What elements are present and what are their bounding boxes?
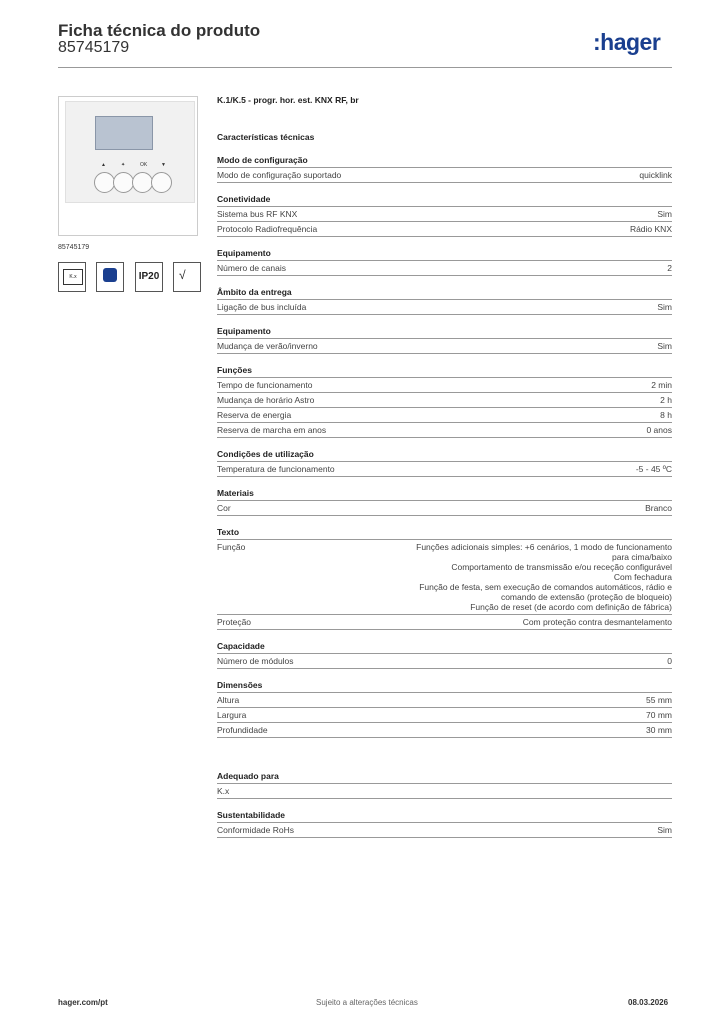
spec-value: 30 mm: [646, 725, 672, 735]
spec-value: -5 - 45 ºC: [635, 464, 672, 474]
lcd-display: [95, 116, 153, 150]
spec-row: [217, 168, 672, 183]
spec-label: Função: [217, 542, 246, 552]
spec-label: Altura: [217, 695, 240, 705]
spec-row: [217, 708, 672, 723]
spec-label: Número de módulos: [217, 656, 294, 666]
device-button: [94, 172, 115, 193]
spec-section: [217, 365, 672, 438]
section-title: Conetividade: [217, 194, 672, 207]
spec-section: [217, 810, 672, 838]
spec-value-line: Comportamento de transmissão e/ou receção configurável: [451, 562, 672, 572]
spec-row: [217, 462, 672, 477]
spec-row: [217, 540, 672, 615]
spec-section: [217, 680, 672, 738]
spec-label: Modo de configuração suportado: [217, 170, 342, 180]
footer-note: Sujeito a alterações técnicas: [316, 998, 418, 1007]
spec-value: 70 mm: [646, 710, 672, 720]
spec-value: 0 anos: [646, 425, 672, 435]
spec-label: Mudança de verão/inverno: [217, 341, 318, 351]
spec-row: [217, 423, 672, 438]
spec-value: Sim: [657, 825, 672, 835]
spec-section: [217, 527, 672, 630]
footer-website[interactable]: hager.com/pt: [58, 998, 108, 1007]
section-title: Sustentabilidade: [217, 810, 672, 823]
spec-label: Conformidade RoHs: [217, 825, 295, 835]
device-button: [113, 172, 134, 193]
spec-row: [217, 723, 672, 738]
spec-label: Temperatura de funcionamento: [217, 464, 335, 474]
header-divider: [58, 67, 672, 68]
image-code: 85745179: [58, 244, 90, 251]
spec-value-line: comando de extensão (proteção de bloqueio): [500, 592, 672, 602]
spec-row: [217, 501, 672, 516]
quality-icon: [96, 262, 124, 292]
spec-label: Reserva de marcha em anos: [217, 425, 327, 435]
spec-value-line: para cima/baixo: [611, 552, 672, 562]
section-title: Equipamento: [217, 326, 672, 339]
spec-value: 0: [667, 656, 672, 666]
device-button: [132, 172, 153, 193]
section-title: Dimensões: [217, 680, 672, 693]
spec-value-line: Funções adicionais simples: +6 cenários, 1 modo de funcionamento: [416, 542, 672, 552]
spec-value: 2 min: [651, 380, 672, 390]
spec-label: Largura: [217, 710, 247, 720]
hager-logo: :hager: [593, 29, 661, 55]
spec-section: [217, 641, 672, 669]
spec-value-line: Função de festa, sem execução de comandos automáticos, rádio e: [419, 582, 672, 592]
kx-icon: K.x: [58, 262, 86, 292]
spec-label: Cor: [217, 503, 231, 513]
spec-row: [217, 823, 672, 838]
device-button: [151, 172, 172, 193]
spec-section: [217, 449, 672, 477]
spec-section: [217, 287, 672, 315]
spec-value: Sim: [657, 209, 672, 219]
spec-value: quicklink: [639, 170, 672, 180]
spec-value: 8 h: [660, 410, 672, 420]
section-title: Condições de utilização: [217, 449, 672, 462]
section-title: Adequado para: [217, 771, 672, 784]
spec-row: [217, 222, 672, 237]
section-title: Texto: [217, 527, 672, 540]
spec-value: Sim: [657, 302, 672, 312]
spec-label: Número de canais: [217, 263, 286, 273]
characteristics-title: Características técnicas: [217, 132, 315, 142]
spec-label: Protocolo Radiofrequência: [217, 224, 318, 234]
spec-row: [217, 393, 672, 408]
spec-value: 55 mm: [646, 695, 672, 705]
footer-date: 08.03.2026: [628, 998, 669, 1007]
section-title: Modo de configuração: [217, 155, 672, 168]
page-title: Ficha técnica do produto: [58, 21, 261, 40]
spec-section: [217, 488, 672, 516]
spec-section: [217, 155, 672, 183]
spec-label: Ligação de bus incluída: [217, 302, 307, 312]
spec-row: [217, 207, 672, 222]
spec-label: Proteção: [217, 617, 252, 627]
spec-section: [217, 771, 672, 799]
spec-row: [217, 654, 672, 669]
spec-section: [217, 326, 672, 354]
spec-row: [217, 784, 672, 799]
spec-row: [217, 300, 672, 315]
spec-value: Com proteção contra desmantelamento: [522, 617, 672, 627]
section-title: Funções: [217, 365, 672, 378]
device-plate: ▲ ✦ OK ▼: [65, 101, 195, 203]
section-title: Âmbito da entrega: [217, 287, 672, 300]
install-icon: √: [173, 262, 201, 292]
spec-label: K.x: [217, 786, 230, 796]
spec-row: [217, 615, 672, 630]
section-title: Materiais: [217, 488, 672, 501]
spec-row: [217, 378, 672, 393]
spec-label: Profundidade: [217, 725, 268, 735]
spec-section: [217, 194, 672, 237]
spec-row: [217, 408, 672, 423]
spec-value: [372, 542, 672, 612]
spec-row: [217, 261, 672, 276]
spec-value: 2 h: [660, 395, 672, 405]
spec-value-line: Com fechadura: [613, 572, 672, 582]
spec-value: Rádio KNX: [629, 224, 672, 234]
spec-content: [217, 95, 672, 849]
spec-label: Sistema bus RF KNX: [217, 209, 298, 219]
spec-value: Sim: [657, 341, 672, 351]
section-title: Capacidade: [217, 641, 672, 654]
product-code: 85745179: [58, 39, 130, 56]
product-image: [58, 96, 198, 236]
spec-label: Mudança de horário Astro: [217, 395, 315, 405]
spec-label: Reserva de energia: [217, 410, 292, 420]
ip20-icon: IP20: [135, 262, 163, 292]
section-title: Equipamento: [217, 248, 672, 261]
product-name: K.1/K.5 - progr. hor. est. KNX RF, br: [217, 95, 359, 105]
spec-section: [217, 248, 672, 276]
spec-value: 2: [667, 263, 672, 273]
spec-value: Branco: [645, 503, 672, 513]
spec-row: [217, 339, 672, 354]
spec-row: [217, 693, 672, 708]
spec-label: Tempo de funcionamento: [217, 380, 313, 390]
spec-value-line: Função de reset (de acordo com definição de fábrica): [470, 602, 672, 612]
